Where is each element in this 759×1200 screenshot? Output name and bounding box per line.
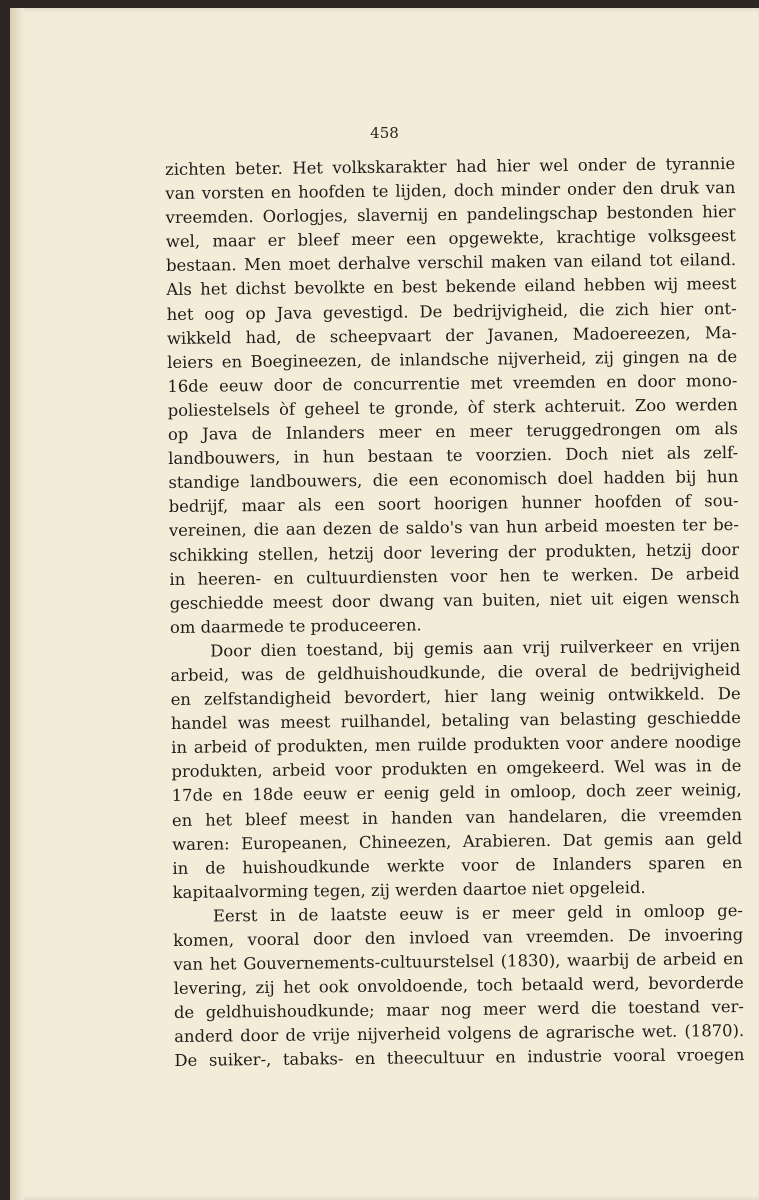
text-line: wel, maar er bleef meer een opgewekte, krachtige volksgeest bbox=[165, 226, 736, 252]
text-line: schikking stellen, hetzij door levering der produkten, hetzij door bbox=[169, 539, 740, 565]
text-line: vreemden. Oorlogjes, slavernij en pandelingschap bestonden hier bbox=[165, 202, 736, 228]
text-line: 16de eeuw door de concurrentie met vreemden en door mono- bbox=[167, 370, 738, 396]
text-line: op Java de Inlanders meer en meer teruggedrongen om als bbox=[167, 419, 738, 445]
text-line: geschiedde meest door dwang van buiten, niet uit eigen wensch bbox=[169, 587, 740, 613]
text-line: wikkeld had, de scheepvaart der Javanen, Madoereezen, Ma- bbox=[166, 322, 737, 348]
text-line: om daarmede te produceeren. bbox=[169, 615, 422, 637]
book-page bbox=[10, 8, 759, 1200]
text-line: arbeid, was de geldhuishoudkunde, die overal de bedrijvigheid bbox=[170, 659, 741, 685]
text-line: standige landbouwers, die een economisch doel hadden bij hun bbox=[168, 467, 739, 493]
text-line: van vorsten en hoofden te lijden, doch minder onder den druk van bbox=[165, 178, 736, 204]
text-line: kapitaalvorming tegen, zij werden daartoe niet opgeleid. bbox=[172, 877, 646, 902]
text-line: Eerst in de laatste eeuw is er meer geld in omloop ge- bbox=[212, 900, 744, 926]
text-line: anderd door de vrije nijverheid volgens de agrarische wet. (1870). bbox=[174, 1021, 745, 1047]
text-line: bedrijf, maar als een soort hoorigen hunner hoofden of sou- bbox=[168, 491, 739, 517]
text-line: vereinen, die aan dezen de saldo's van hun arbeid moesten ter be- bbox=[168, 515, 739, 541]
text-line: en zelfstandigheid bevordert, hier lang weinig ontwikkeld. De bbox=[170, 684, 741, 710]
text-line: leiers en Boegineezen, de inlandsche nijverheid, zij gingen na de bbox=[167, 346, 738, 372]
text-line: levering, zij het ook onvoldoende, toch betaald werd, bevorderde bbox=[173, 973, 744, 999]
text-line: in heeren- en cultuurdiensten voor hen te werken. De arbeid bbox=[169, 563, 740, 589]
page-gutter-shadow bbox=[10, 8, 24, 1200]
page-number: 458 bbox=[370, 124, 399, 142]
text-line: de geldhuishoudkunde; maar nog meer werd die toestand ver- bbox=[173, 997, 745, 1023]
body-text bbox=[165, 152, 745, 1073]
text-line: in arbeid of produkten, men ruilde produkten voor andere noodige bbox=[171, 732, 742, 758]
text-line: poliestelsels òf geheel te gronde, òf sterk achteruit. Zoo werden bbox=[167, 394, 738, 420]
text-line: van het Gouvernements-cultuurstelsel (1830), waarbij de arbeid en bbox=[173, 949, 744, 975]
text-line: produkten, arbeid voor produkten en omgekeerd. Wel was in de bbox=[171, 756, 742, 782]
text-line: en het bleef meest in handen van handelaren, die vreemden bbox=[171, 804, 743, 830]
text-line: De suiker-, tabaks- en theecultuur en industrie vooral vroegen bbox=[174, 1045, 745, 1071]
text-line: in de huishoudkunde werkte voor de Inlanders sparen en bbox=[172, 852, 743, 878]
text-line: 17de en 18de eeuw er eenig geld in omloop, doch zeer weinig, bbox=[171, 780, 742, 806]
text-line: het oog op Java gevestigd. De bedrijvigheid, die zich hier ont- bbox=[166, 298, 737, 324]
text-line: bestaan. Men moet derhalve verschil maken van eiland tot eiland. bbox=[166, 250, 737, 276]
text-line: Door dien toestand, bij gemis aan vrij ruilverkeer en vrijen bbox=[210, 635, 741, 661]
text-line: landbouwers, in hun bestaan te voorzien. Doch niet als zelf- bbox=[168, 443, 739, 469]
text-line: waren: Europeanen, Chineezen, Arabieren. Dat gemis aan geld bbox=[172, 828, 743, 854]
text-line: Als het dichst bevolkte en best bekende eiland hebben wij meest bbox=[166, 274, 737, 300]
text-line: komen, vooral door den invloed van vreemden. De invoering bbox=[173, 924, 744, 950]
text-line: zichten beter. Het volkskarakter had hier wel onder de tyrannie bbox=[165, 154, 736, 179]
text-line: handel was meest ruilhandel, betaling van belasting geschiedde bbox=[170, 708, 741, 734]
